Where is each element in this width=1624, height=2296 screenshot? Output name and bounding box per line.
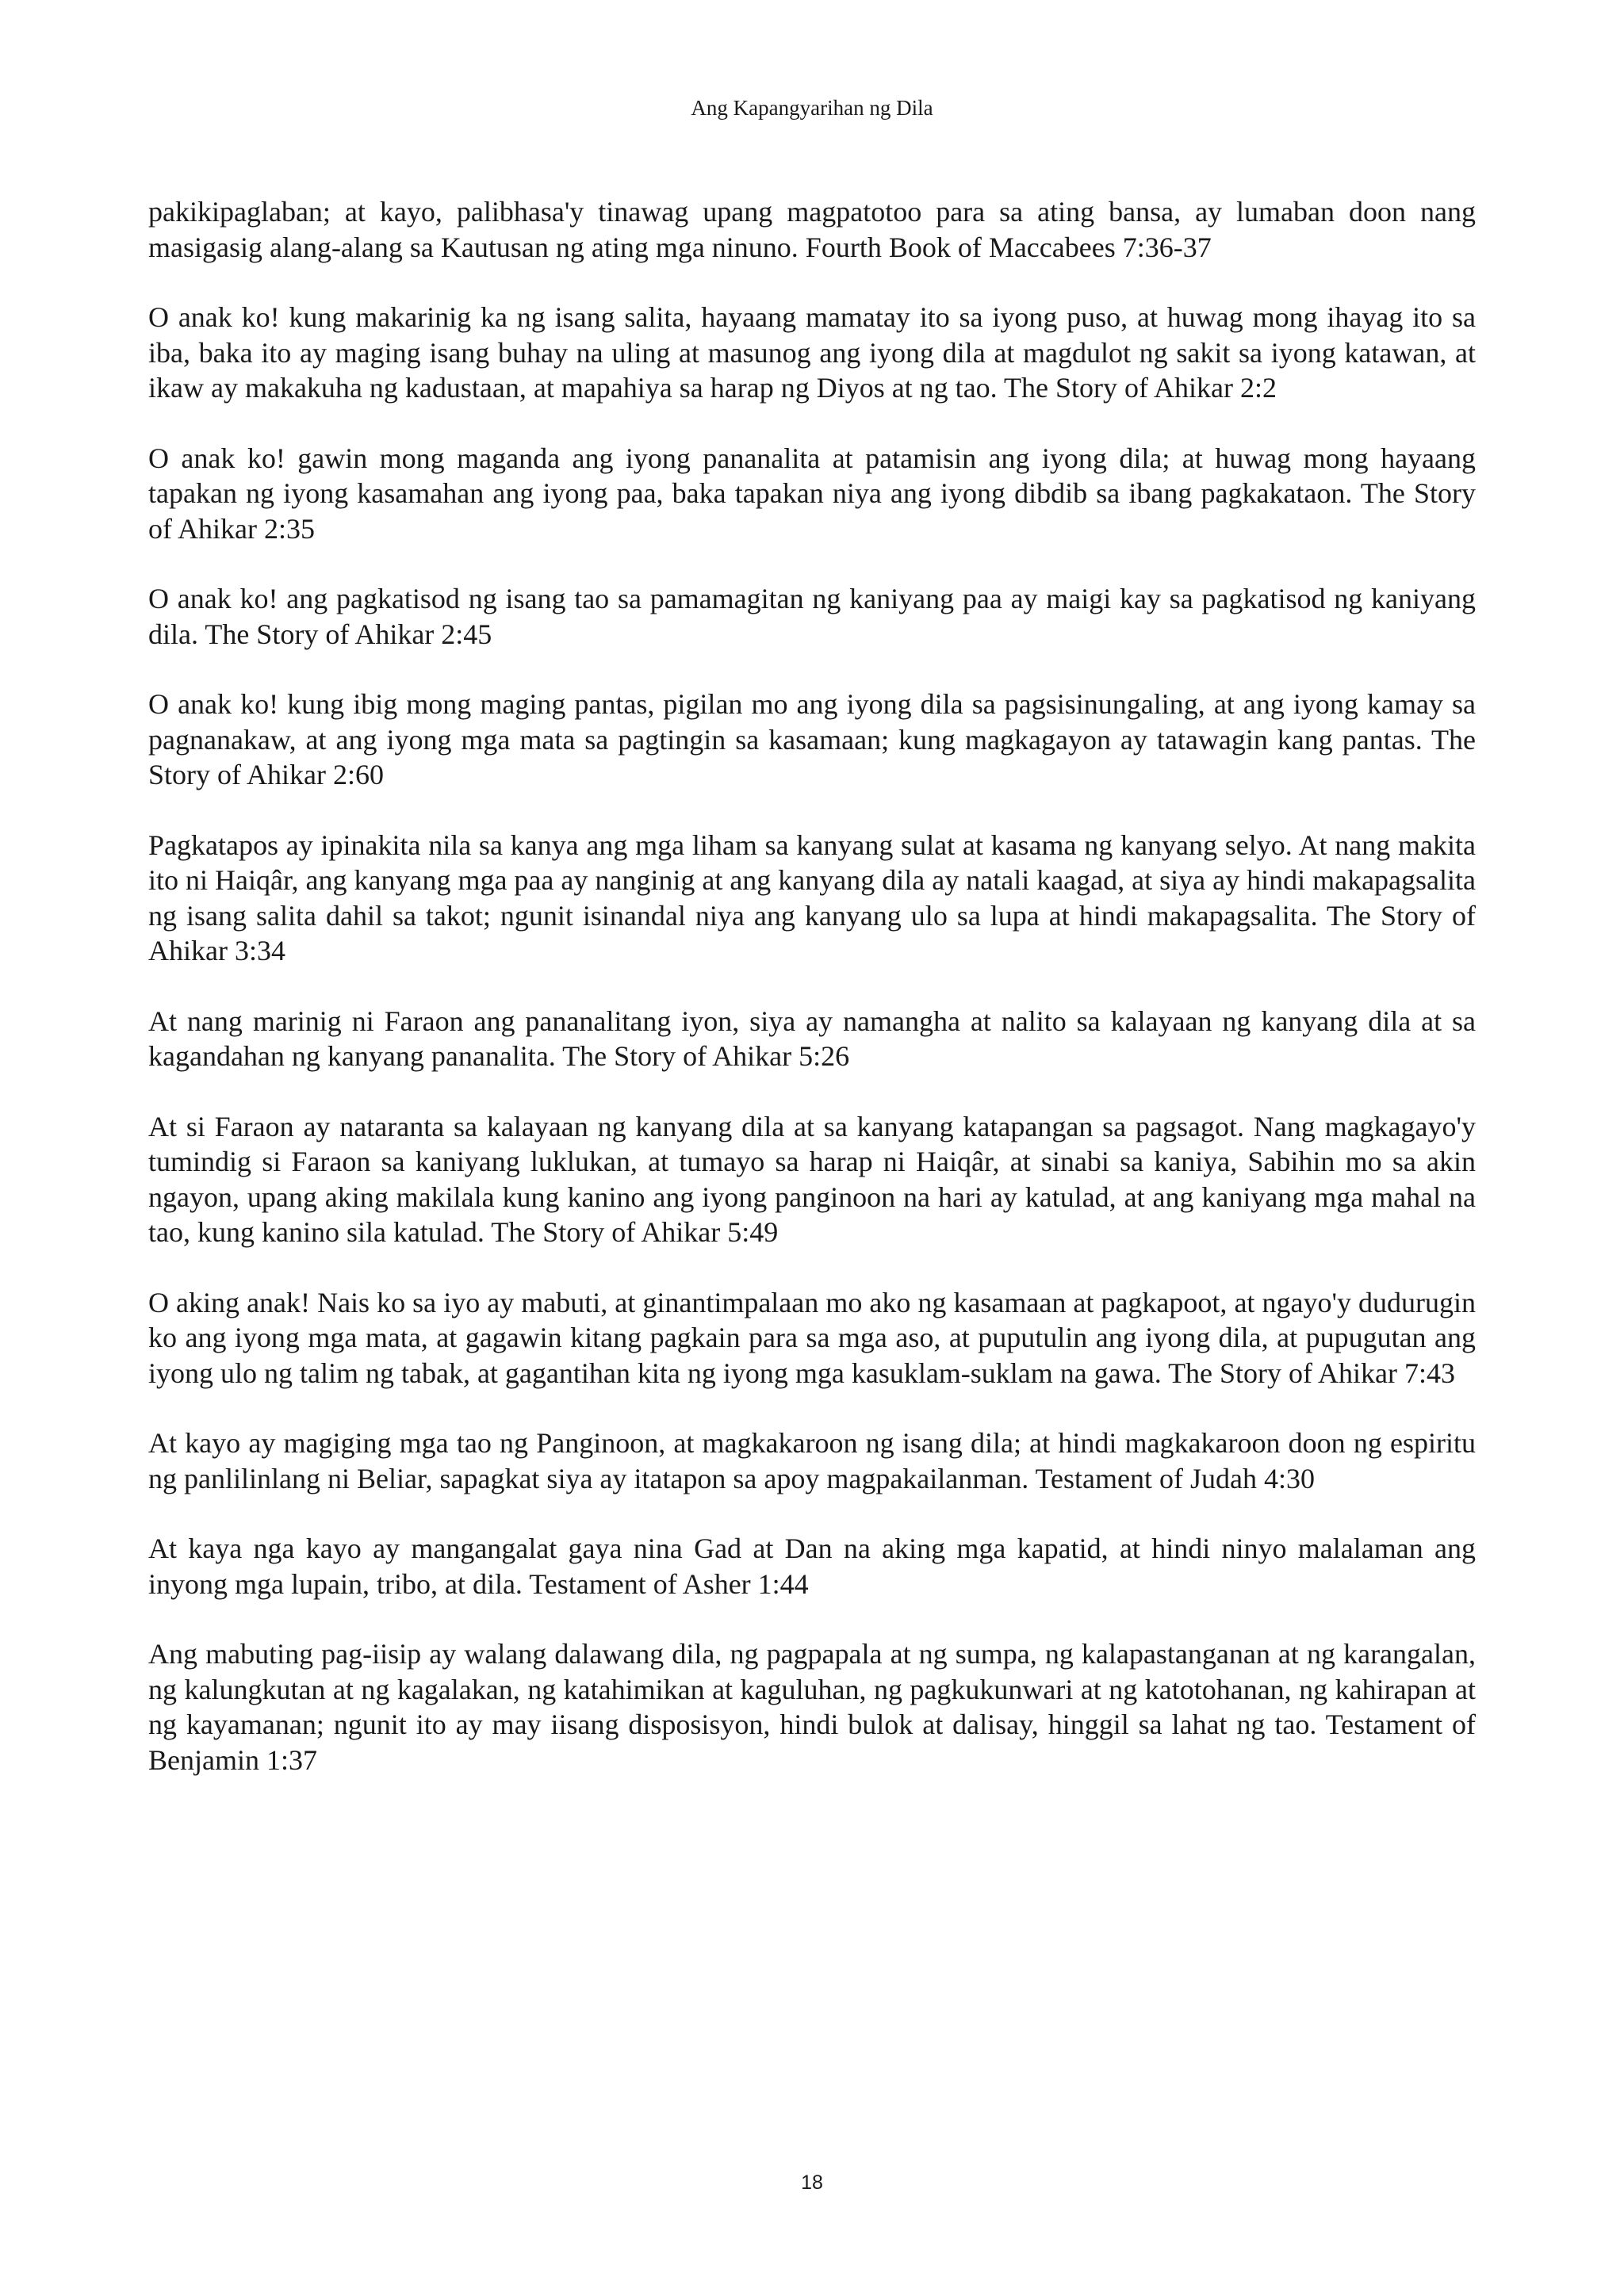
running-header: Ang Kapangyarihan ng Dila <box>691 96 933 120</box>
paragraph: At nang marinig ni Faraon ang pananalitang iyon, siya ay namangha at nalito sa kalayaan ng kanyang dila at sa kagandahan ng kanyang pananalita. The Story of Ahikar 5:26 <box>148 1004 1476 1072</box>
page-number: 18 <box>801 2172 823 2194</box>
paragraph: Ang mabuting pag-iisip ay walang dalawang dila, ng pagpapala at ng sumpa, ng kalapastanganan at ng karangalan, ng kalungkutan at ng kagalakan, ng katahimikan at kaguluhan, ng pagkukunwari at ng katotohanan, ng kahirapan at ng kayamanan; ngunit ito ay may iisang disposisyon, hindi bulok at dalisay, hinggil sa lahat ng tao. Testament of Benjamin 1:37 <box>148 1638 1476 1776</box>
paragraph: Pagkatapos ay ipinakita nila sa kanya ang mga liham sa kanyang sulat at kasama ng kanyang selyo. At nang makita ito ni Haiqâr, ang kanyang mga paa ay nanginig at ang kanyang dila ay natali kaagad, at siya ay hindi makapagsalita ng isang salita dahil sa takot; ngunit isinandal niya ang kanyang ulo sa lupa at hindi makapagsalita. The Story of Ahikar 3:34 <box>148 828 1476 966</box>
paragraph: O anak ko! gawin mong maganda ang iyong pananalita at patamisin ang iyong dila; at huwag mong hayaang tapakan ng iyong kasamahan ang iyong paa, baka tapakan niya ang iyong dibdib sa ibang pagkakataon. The Story of Ahikar 2:35 <box>148 442 1476 545</box>
paragraph: At kaya nga kayo ay mangangalat gaya nina Gad at Dan na aking mga kapatid, at hindi ninyo malalaman ang inyong mga lupain, tribo, at dila. Testament of Asher 1:44 <box>148 1533 1476 1600</box>
body-text <box>148 194 1476 1812</box>
paragraph: pakikipaglaban; at kayo, palibhasa'y tinawag upang magpatotoo para sa ating bansa, ay lumaban doon nang masigasig alang-alang sa Kautusan ng ating mga ninuno. Fourth Book of Maccabees 7:36-37 <box>148 196 1476 263</box>
paragraph: O anak ko! ang pagkatisod ng isang tao sa pamamagitan ng kaniyang paa ay maigi kay sa pagkatisod ng kaniyang dila. The Story of Ahikar 2:45 <box>148 583 1476 650</box>
paragraph: O anak ko! kung ibig mong maging pantas, pigilan mo ang iyong dila sa pagsisinungaling, at ang iyong kamay sa pagnanakaw, at ang iyong mga mata sa pagtingin sa kasamaan; kung magkagayon ay tatawagin kang pantas. The Story of Ahikar 2:60 <box>148 688 1476 790</box>
paragraph: At kayo ay magiging mga tao ng Panginoon, at magkakaroon ng isang dila; at hindi magkakaroon doon ng espiritu ng panlilinlang ni Beliar, sapagkat siya ay itatapon sa apoy magpakailanman. Testament of Judah 4:30 <box>148 1427 1476 1494</box>
paragraph: At si Faraon ay nataranta sa kalayaan ng kanyang dila at sa kanyang katapangan sa pagsagot. Nang magkagayo'y tumindig si Faraon sa kaniyang luklukan, at tumayo sa harap ni Haiqâr, at sinabi sa kaniya, Sabihin mo sa akin ngayon, upang aking makilala kung kanino ang iyong panginoon na hari ay katulad, at ang kaniyang mga mahal na tao, kung kanino sila katulad. The Story of Ahikar 5:49 <box>148 1110 1476 1248</box>
paragraph: O aking anak! Nais ko sa iyo ay mabuti, at ginantimpalaan mo ako ng kasamaan at pagkapoot, at ngayo'y dudurugin ko ang iyong mga mata, at gagawin kitang pagkain para sa mga aso, at puputulin ang iyong dila, at pupugutan ang iyong ulo ng talim ng tabak, at gagantihan kita ng iyong mga kasuklam-suklam na gawa. The Story of Ahikar 7:43 <box>148 1286 1476 1389</box>
paragraph: O anak ko! kung makarinig ka ng isang salita, hayaang mamatay ito sa iyong puso, at huwag mong ihayag ito sa iba, baka ito ay maging isang buhay na uling at masunog ang iyong dila at magdulot ng sakit sa iyong katawan, at ikaw ay makakuha ng kadustaan, at mapahiya sa harap ng Diyos at ng tao. The Story of Ahikar 2:2 <box>148 301 1476 404</box>
